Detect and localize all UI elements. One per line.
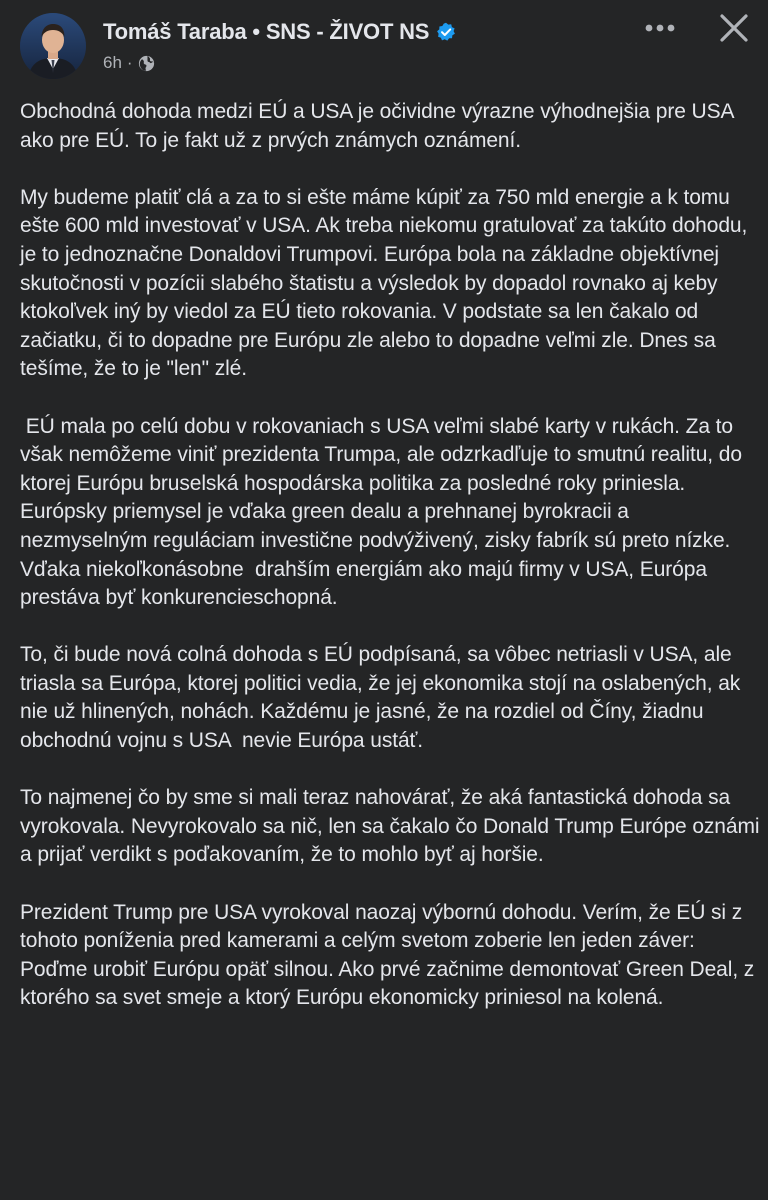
globe-icon [138,55,155,72]
post-paragraph: To najmenej čo by sme si mali teraz nahovárať, že aká fantastická dohoda sa vyrokovala. Nevyrokovalo sa nič, len sa čakalo čo Donald Trump Európe oznámi a prijať verdikt s poďakovaním, že to mohlo byť aj horšie. [20,786,766,867]
post-paragraph: Obchodná dohoda medzi EÚ a USA je očividne výrazne výhodnejšia pre USA ako pre EÚ. To je fakt už z prvých známych oznámení. [20,100,740,152]
post-paragraph: EÚ mala po celú dobu v rokovaniach s USA veľmi slabé karty v rukách. Za to však nemôžeme viniť prezidenta Trumpa, ale odzrkadľuje to smutnú realitu, do ktorej Európu bruselská hospodárska politika za posledné roky priniesla. Európsky priemysel je vďaka green dealu a prehnanej byrokracii a nezmyselným reguláciam investične podvýživený, zisky fabrík sú preto nízke. Vďaka niekoľkonásobne drahším energiám ako majú firmy v USA, Európa prestáva byť konkurencieschopná. [20,414,748,610]
post-paragraph: My budeme platiť clá a za to si ešte máme kúpiť za 750 mld energie a k tomu ešte 600 mld investovať v USA. Ak treba niekomu gratulovať za takúto dohodu, je to jednoznačne Donaldovi Trumpovi. Európa bola na základne objektívnej skutočnosti v pozícii slabého štatistu a výsledok by dopadol rovnako aj keby ktokoľvek iný by viedol za EÚ tieto rokovania. V podstate sa len čakalo od začiatku, či to dopadne pre Európu zle alebo to dopadne veľmi zle. Dnes sa tešíme, že to je "len" zlé. [20,185,753,381]
post-meta [103,51,155,75]
avatar-photo-icon [20,13,86,79]
post-header [0,0,768,90]
post-timestamp[interactable]: 6h [103,53,122,72]
more-options-button[interactable] [636,12,684,44]
meta-separator: · [126,53,133,72]
close-button[interactable] [710,6,758,50]
author-avatar[interactable] [20,13,86,79]
close-icon [719,13,749,43]
more-horizontal-icon [645,24,675,32]
author-name[interactable]: Tomáš Taraba • SNS - ŽIVOT NS [103,19,430,44]
author-name-row [103,16,456,48]
post-paragraph: To, či bude nová colná dohoda s EÚ podpísaná, sa vôbec netriasli v USA, ale triasla sa Európa, ktorej politici vedia, že jej ekonomika stojí na oslabených, ak nie už hlinených, nohách. Každému je jasné, že na rozdiel od Číny, žiadnu obchodnú vojnu s USA nevie Európa ustáť. [20,643,746,753]
verified-badge-icon [436,22,456,42]
post-body [20,98,766,1042]
post-paragraph: Prezident Trump pre USA vyrokoval naozaj výbornú dohodu. Verím, že EÚ si z tohoto poníženia pred kamerami a celým svetom zoberie len jeden záver: Poďme urobiť Európu opäť silnou. Ako prvé začnime demontovať Green Deal, z ktorého sa svet smeje a ktorý Európu ekonomicky priniesol na kolená. [20,900,760,1010]
